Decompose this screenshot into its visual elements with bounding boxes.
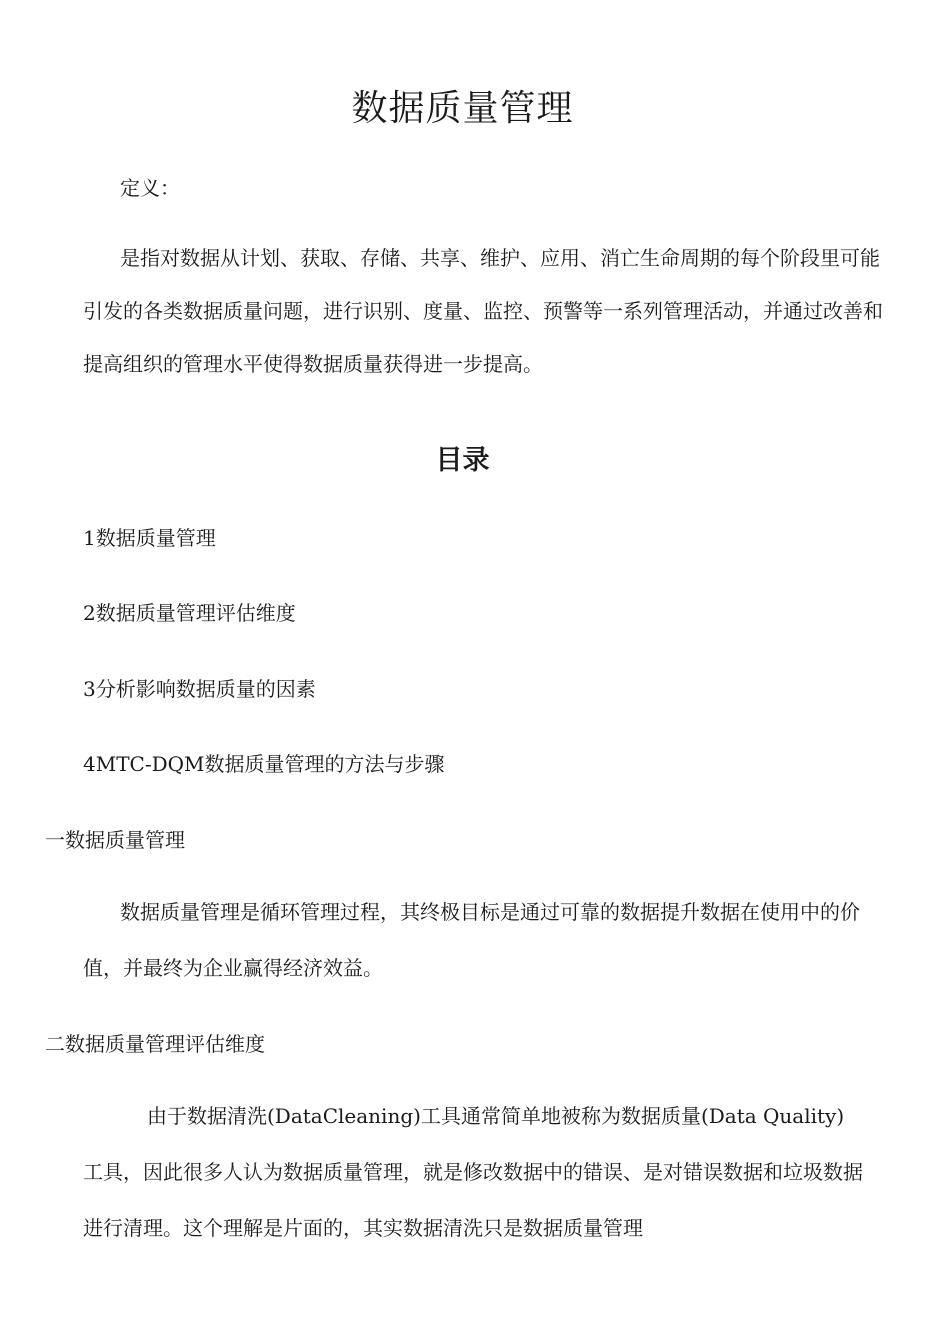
toc-item-1: 1数据质量管理 <box>83 526 216 550</box>
toc-title: 目录 <box>435 445 490 476</box>
definition-paragraph: 是指对数据从计划、获取、存储、共享、维护、应用、消亡生命周期的每个阶段里可能引发的各类数据质量问题，进行识别、度量、监控、预警等一系列管理活动，并通过改善和提高组织的管理水平使得数据质量获得进一步提高。 <box>83 246 883 376</box>
section-heading-2: 二数据质量管理评估维度 <box>45 1032 265 1056</box>
section-heading-1: 一数据质量管理 <box>45 828 185 852</box>
section-body-2: 由于数据清洗(DataCleaning)工具通常简单地被称为数据质量(Data Quality)工具，因此很多人认为数据质量管理，就是修改数据中的错误、是对错误数据和垃圾数据进行清理。这个理解是片面的，其实数据清洗只是数据质量管理 <box>83 1104 863 1240</box>
toc-item-2: 2数据质量管理评估维度 <box>83 601 296 625</box>
toc-item-4: 4MTC-DQM数据质量管理的方法与步骤 <box>83 752 445 776</box>
document-title: 数据质量管理 <box>351 88 574 129</box>
section-body-1: 数据质量管理是循环管理过程，其终极目标是通过可靠的数据提升数据在使用中的价值，并最终为企业赢得经济效益。 <box>83 900 860 980</box>
toc-item-3: 3分析影响数据质量的因素 <box>83 677 316 701</box>
definition-label: 定义： <box>120 176 180 200</box>
